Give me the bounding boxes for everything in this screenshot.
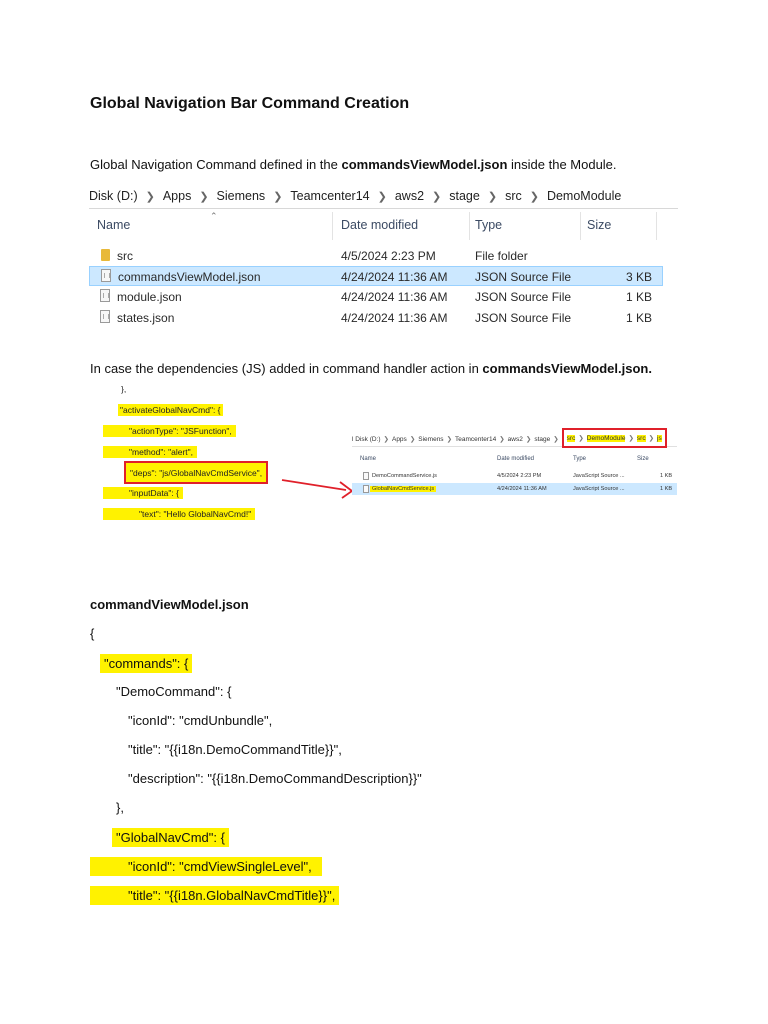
- file-row[interactable]: [352, 470, 677, 482]
- breadcrumb-item[interactable]: js: [657, 434, 662, 442]
- column-divider[interactable]: [469, 212, 470, 240]
- breadcrumb-item[interactable]: src: [505, 189, 522, 203]
- column-header-size[interactable]: Size: [587, 218, 612, 232]
- breadcrumb-item[interactable]: DemoModule: [586, 434, 626, 442]
- snippet-line: "method": "alert",: [103, 446, 197, 458]
- chevron-right-icon: ❯: [383, 436, 389, 443]
- file-type: JSON Source File: [475, 311, 572, 325]
- file-size: 1 KB: [660, 486, 673, 492]
- file-size: 1 KB: [626, 290, 653, 304]
- deps-paragraph: [90, 361, 652, 376]
- file-type: JavaScript Source ...: [573, 473, 625, 479]
- breadcrumb-item[interactable]: src: [636, 434, 646, 442]
- file-icon: [363, 485, 369, 493]
- breadcrumb-item[interactable]: src: [566, 434, 576, 442]
- chevron-right-icon: ❯: [432, 190, 442, 203]
- breadcrumb-item[interactable]: Teamcenter14: [455, 435, 497, 443]
- file-name: DemoCommandService.js: [372, 473, 437, 479]
- snippet-line: "text": "Hello GlobalNavCmd!": [103, 508, 255, 520]
- file-name: src: [117, 249, 133, 263]
- column-header-size[interactable]: Size: [637, 456, 649, 462]
- code-line: },: [116, 800, 124, 815]
- file-row[interactable]: [89, 287, 663, 307]
- chevron-right-icon: ❯: [499, 436, 505, 443]
- breadcrumb-item[interactable]: l Disk (D:): [352, 435, 381, 443]
- deps-filename: commandsViewModel.json.: [482, 361, 652, 376]
- snippet-line: },: [121, 384, 127, 394]
- file-date: 4/5/2024 2:23 PM: [497, 473, 542, 479]
- code-line: "iconId": "cmdViewSingleLevel",: [90, 857, 322, 876]
- file-row[interactable]: [89, 246, 663, 266]
- file-type: JavaScript Source ...: [573, 486, 625, 492]
- file-name: commandsViewModel.json: [118, 270, 261, 284]
- column-header-date[interactable]: Date modified: [341, 218, 419, 232]
- file-type: JSON Source File: [475, 270, 572, 284]
- chevron-right-icon: ❯: [648, 435, 655, 442]
- chevron-right-icon: ❯: [553, 436, 559, 443]
- column-divider[interactable]: [580, 212, 581, 240]
- file-date: 4/24/2024 11:36 AM: [341, 311, 448, 325]
- code-section-title: commandViewModel.json: [90, 597, 249, 612]
- breadcrumb-item[interactable]: Apps: [162, 189, 192, 203]
- file-explorer: [89, 184, 678, 332]
- arrow-icon: [280, 472, 360, 502]
- snippet-line: "inputData": {: [103, 487, 183, 499]
- intro-text: Global Navigation Command defined in the: [90, 157, 342, 172]
- path-highlight-box: [562, 428, 667, 448]
- column-header-name[interactable]: Name: [360, 456, 377, 462]
- deps-text: In case the dependencies (JS) added in command handler action in: [90, 361, 483, 376]
- snippet-line: "actionType": "JSFunction",: [103, 425, 236, 437]
- breadcrumb-item[interactable]: aws2: [394, 189, 425, 203]
- code-line: "title": "{{i18n.GlobalNavCmdTitle}}",: [90, 886, 339, 905]
- chevron-right-icon: ❯: [273, 190, 283, 203]
- file-size: 3 KB: [626, 270, 653, 284]
- file-type: File folder: [475, 249, 528, 263]
- folder-icon: [101, 249, 110, 261]
- breadcrumb-item[interactable]: DemoModule: [546, 189, 622, 203]
- breadcrumb-item[interactable]: stage: [449, 189, 480, 203]
- chevron-right-icon: ❯: [199, 190, 209, 203]
- breadcrumb-item[interactable]: stage: [534, 435, 551, 443]
- page-title: Global Navigation Bar Command Creation: [90, 95, 410, 112]
- file-date: 4/24/2024 11:36 AM: [341, 290, 448, 304]
- file-date: 4/5/2024 2:23 PM: [341, 249, 436, 263]
- file-explorer-js: [352, 432, 677, 498]
- chevron-right-icon: ❯: [409, 436, 416, 443]
- sort-up-icon: ⌃: [210, 211, 218, 221]
- column-divider[interactable]: [332, 212, 333, 240]
- column-header-type[interactable]: Type: [573, 456, 587, 462]
- file-size: 1 KB: [626, 311, 653, 325]
- code-line: "GlobalNavCmd": {: [112, 828, 229, 847]
- chevron-right-icon: ❯: [487, 190, 498, 203]
- file-size: 1 KB: [660, 473, 673, 479]
- file-type: JSON Source File: [475, 290, 572, 304]
- file-row-selected[interactable]: [89, 266, 663, 286]
- file-row[interactable]: [89, 308, 663, 328]
- column-header-date[interactable]: Date modified: [497, 456, 535, 462]
- snippet-line: "deps": "js/GlobalNavCmdService",: [130, 468, 263, 478]
- column-header-name[interactable]: Name: [97, 218, 131, 232]
- intro-text-end: inside the Module.: [507, 157, 617, 172]
- file-date: 4/24/2024 11:36 AM: [497, 486, 547, 492]
- chevron-right-icon: ❯: [529, 190, 539, 203]
- chevron-right-icon: ❯: [145, 190, 155, 203]
- snippet-line: "activateGlobalNavCmd": {: [120, 405, 221, 415]
- intro-paragraph: [90, 157, 617, 172]
- breadcrumb: [352, 432, 677, 447]
- code-line: "description": "{{i18n.DemoCommandDescription}}": [128, 771, 422, 786]
- code-line: "title": "{{i18n.DemoCommandTitle}}",: [128, 742, 342, 757]
- chevron-right-icon: ❯: [628, 435, 634, 442]
- breadcrumb-item[interactable]: Apps: [391, 435, 407, 443]
- breadcrumb-item[interactable]: Teamcenter14: [290, 189, 370, 203]
- file-icon: [363, 472, 369, 480]
- file-name: GlobalNavCmdService.js: [372, 486, 435, 492]
- file-icon: [100, 289, 110, 302]
- chevron-right-icon: ❯: [377, 190, 387, 203]
- code-line: "commands": {: [100, 654, 192, 673]
- breadcrumb-item[interactable]: Siemens: [418, 435, 444, 443]
- chevron-right-icon: ❯: [446, 436, 453, 443]
- breadcrumb: [89, 184, 678, 209]
- breadcrumb-item[interactable]: aws2: [507, 435, 523, 443]
- chevron-right-icon: ❯: [578, 435, 584, 442]
- file-date: 4/24/2024 11:36 AM: [341, 270, 448, 284]
- column-divider[interactable]: [656, 212, 657, 240]
- column-header-type[interactable]: Type: [475, 218, 503, 232]
- file-row-selected[interactable]: [352, 483, 677, 495]
- code-line: {: [90, 626, 95, 641]
- code-line: "iconId": "cmdUnbundle",: [128, 713, 273, 728]
- chevron-right-icon: ❯: [525, 436, 532, 443]
- file-name: module.json: [117, 290, 182, 304]
- intro-filename: commandsViewModel.json: [341, 157, 508, 172]
- breadcrumb-item[interactable]: Disk (D:): [89, 189, 138, 203]
- file-icon: [100, 310, 110, 323]
- file-name: states.json: [117, 311, 175, 325]
- deps-highlight-box: [124, 461, 268, 484]
- code-line: "DemoCommand": {: [116, 684, 232, 699]
- file-icon: [101, 269, 111, 282]
- breadcrumb-item[interactable]: Siemens: [216, 189, 266, 203]
